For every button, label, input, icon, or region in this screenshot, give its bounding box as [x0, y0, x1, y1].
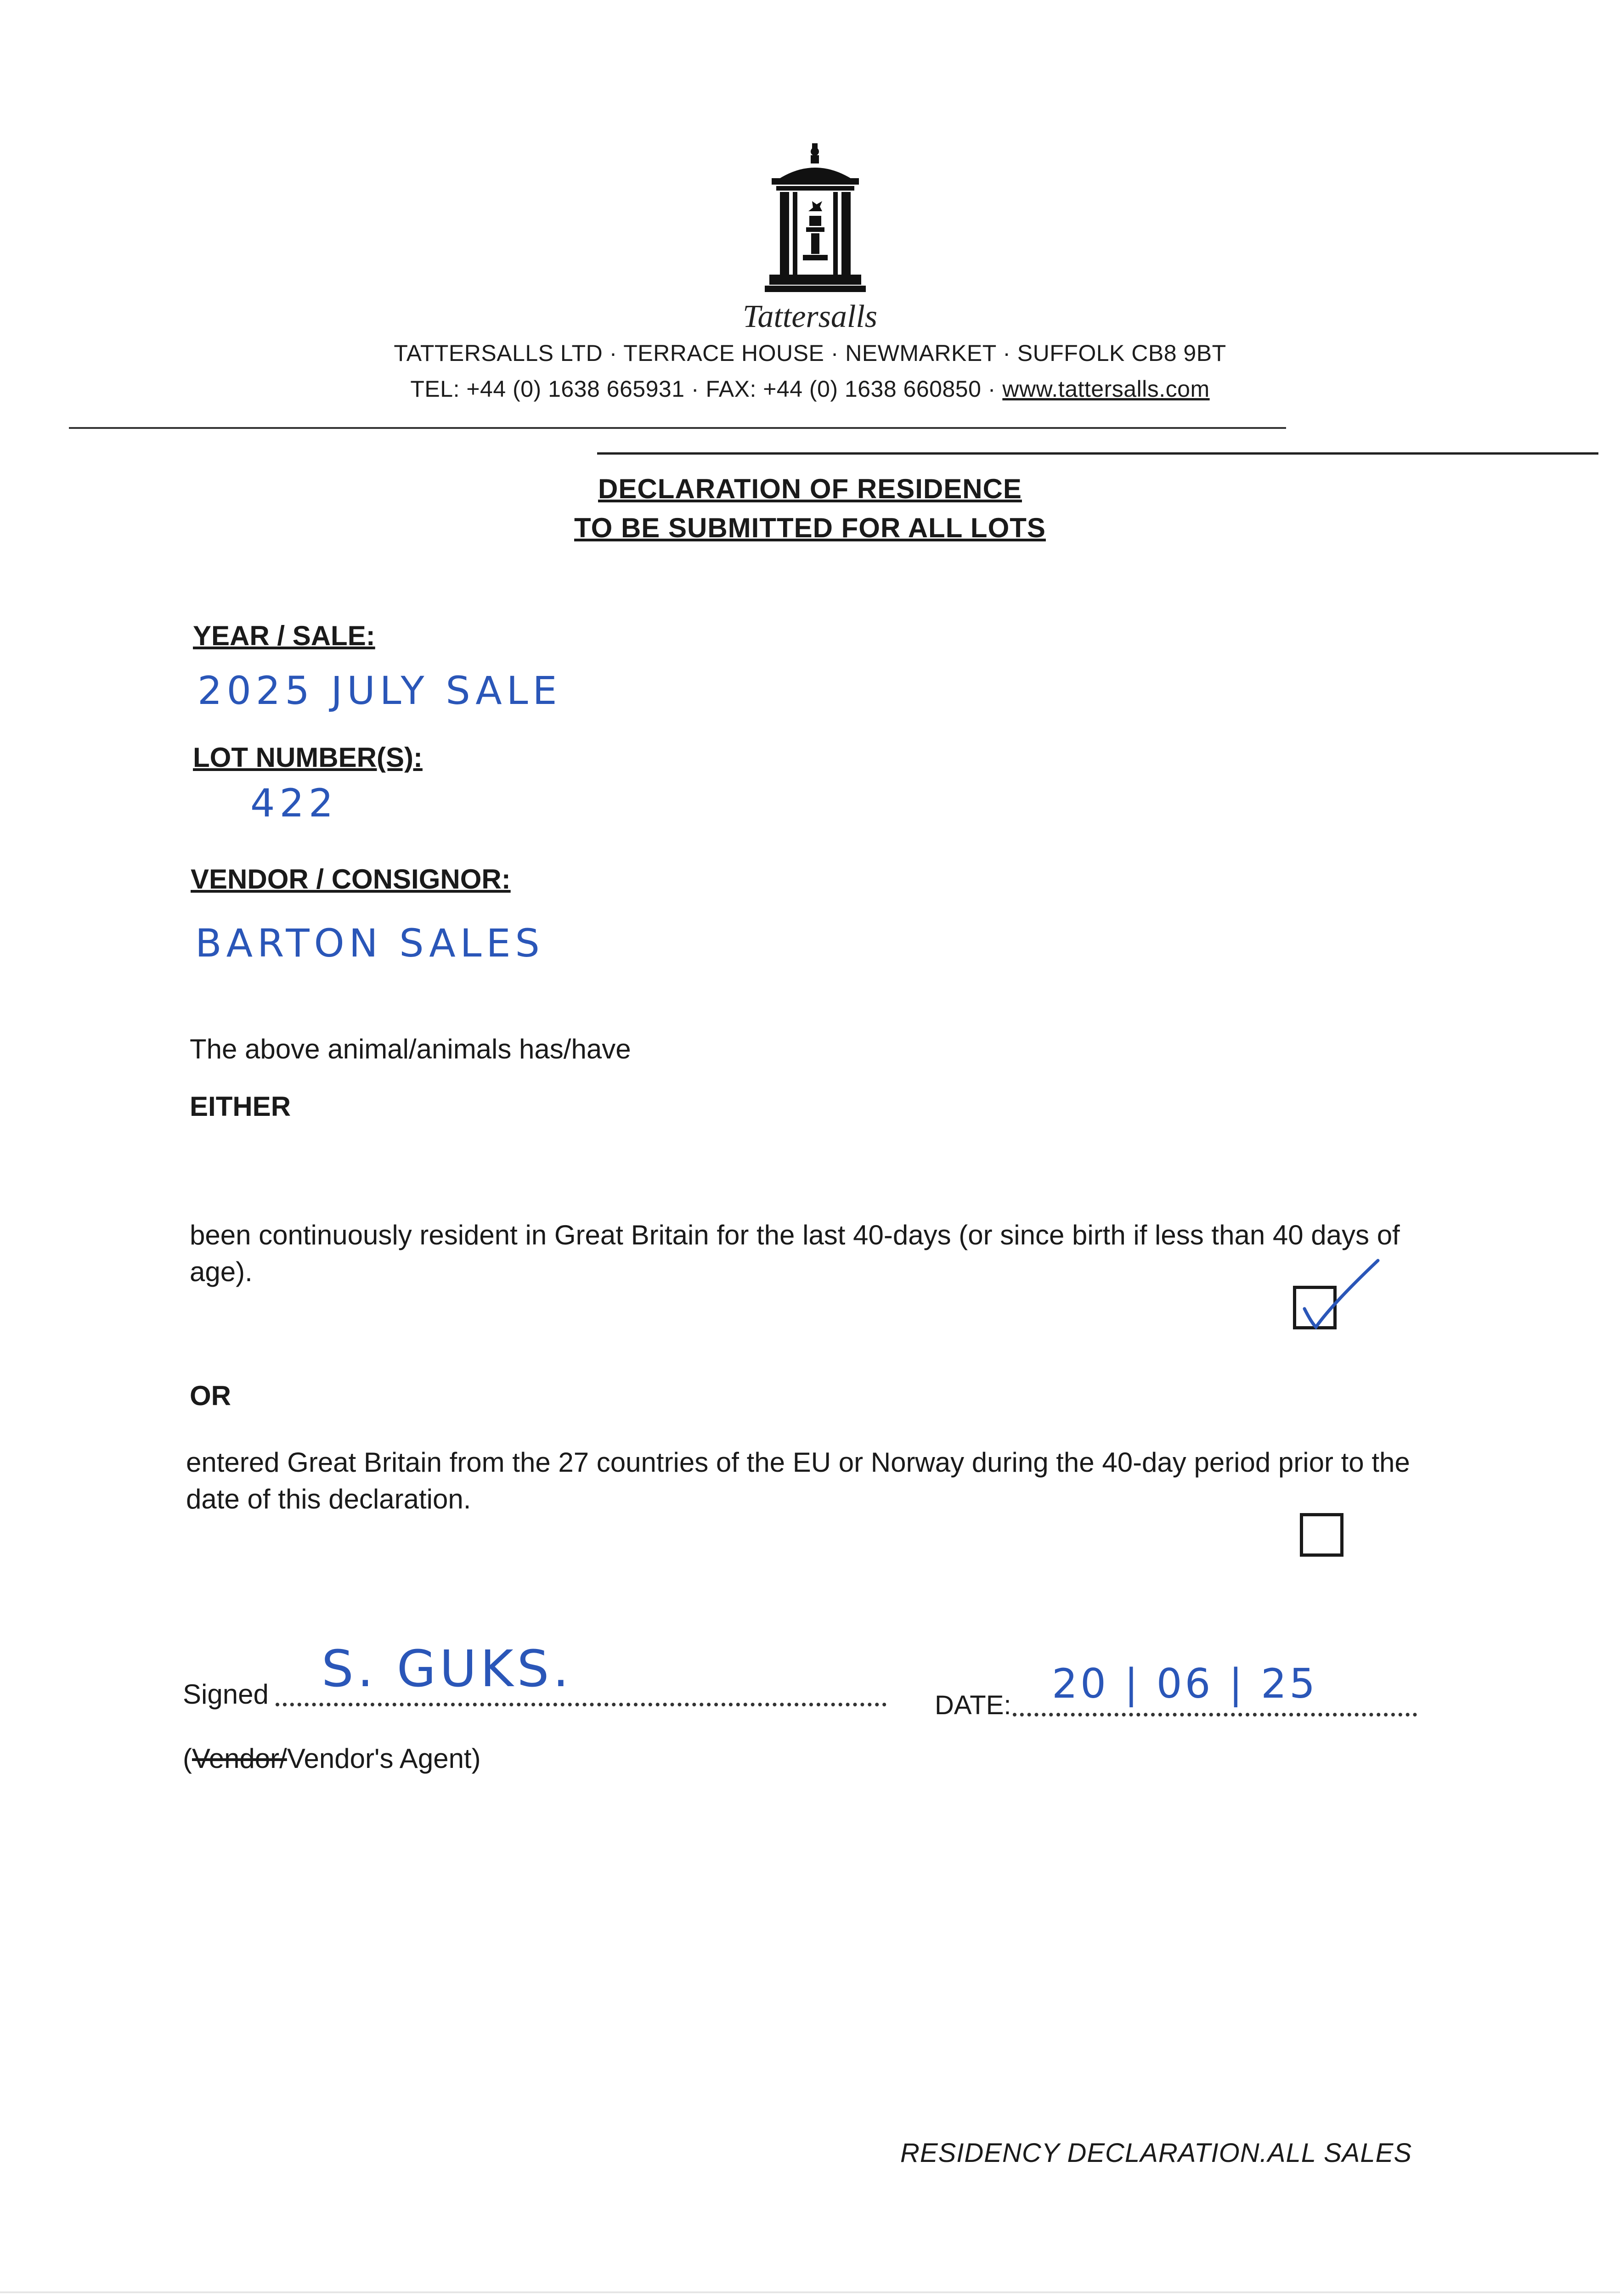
either-heading: EITHER	[190, 1091, 291, 1122]
header-divider-1	[69, 427, 1286, 429]
or-heading: OR	[190, 1380, 231, 1411]
declaration-intro: The above animal/animals has/have	[190, 1034, 631, 1064]
option-eu-entry-text: entered Great Britain from the 27 countries of the EU or Norway during the 40-day period prior to the date of this declaration.	[186, 1447, 1410, 1514]
role-rest: Vendor's Agent)	[287, 1743, 481, 1774]
vendor-consignor-label: VENDOR / CONSIGNOR:	[191, 864, 511, 895]
year-sale-value: 2025 JULY SALE	[198, 668, 562, 713]
checkmark-icon	[1291, 1258, 1383, 1341]
option-resident-text: been continuously resident in Great Britain for the last 40-days (or since birth if less than 40 days of age).	[190, 1220, 1400, 1287]
date-value: 20 | 06 | 25	[1052, 1660, 1318, 1707]
role-struck: Vendor/	[192, 1743, 287, 1774]
form-subtitle: TO BE SUBMITTED FOR ALL LOTS	[574, 512, 1046, 543]
brand-name: Tattersalls	[742, 299, 878, 334]
date-label: DATE:	[935, 1690, 1011, 1720]
header-divider-2	[597, 452, 1598, 455]
company-contact	[0, 376, 1620, 402]
option-eu-entry-checkbox[interactable]	[1300, 1513, 1343, 1557]
signature-value: S. GUKS.	[322, 1639, 573, 1698]
page-bottom-edge	[0, 2291, 1620, 2293]
website-link[interactable]: www.tattersalls.com	[1002, 376, 1210, 402]
phone-fax: TEL: +44 (0) 1638 665931 · FAX: +44 (0) 1638 660850 ·	[410, 376, 1003, 402]
tattersalls-logo-icon	[753, 142, 877, 298]
vendor-consignor-value: BARTON SALES	[195, 921, 544, 966]
company-address: TATTERSALLS LTD · TERRACE HOUSE · NEWMARKET · SUFFOLK CB8 9BT	[394, 340, 1226, 366]
signed-label: Signed	[183, 1679, 269, 1710]
role-open: (	[183, 1743, 192, 1774]
lot-number-value: 422	[250, 781, 338, 826]
form-title: DECLARATION OF RESIDENCE	[598, 473, 1022, 504]
signer-role	[183, 1743, 481, 1774]
lot-number-label: LOT NUMBER(S):	[193, 742, 423, 773]
year-sale-label: YEAR / SALE:	[193, 620, 375, 651]
footer-label: RESIDENCY DECLARATION.ALL SALES	[900, 2138, 1412, 2168]
